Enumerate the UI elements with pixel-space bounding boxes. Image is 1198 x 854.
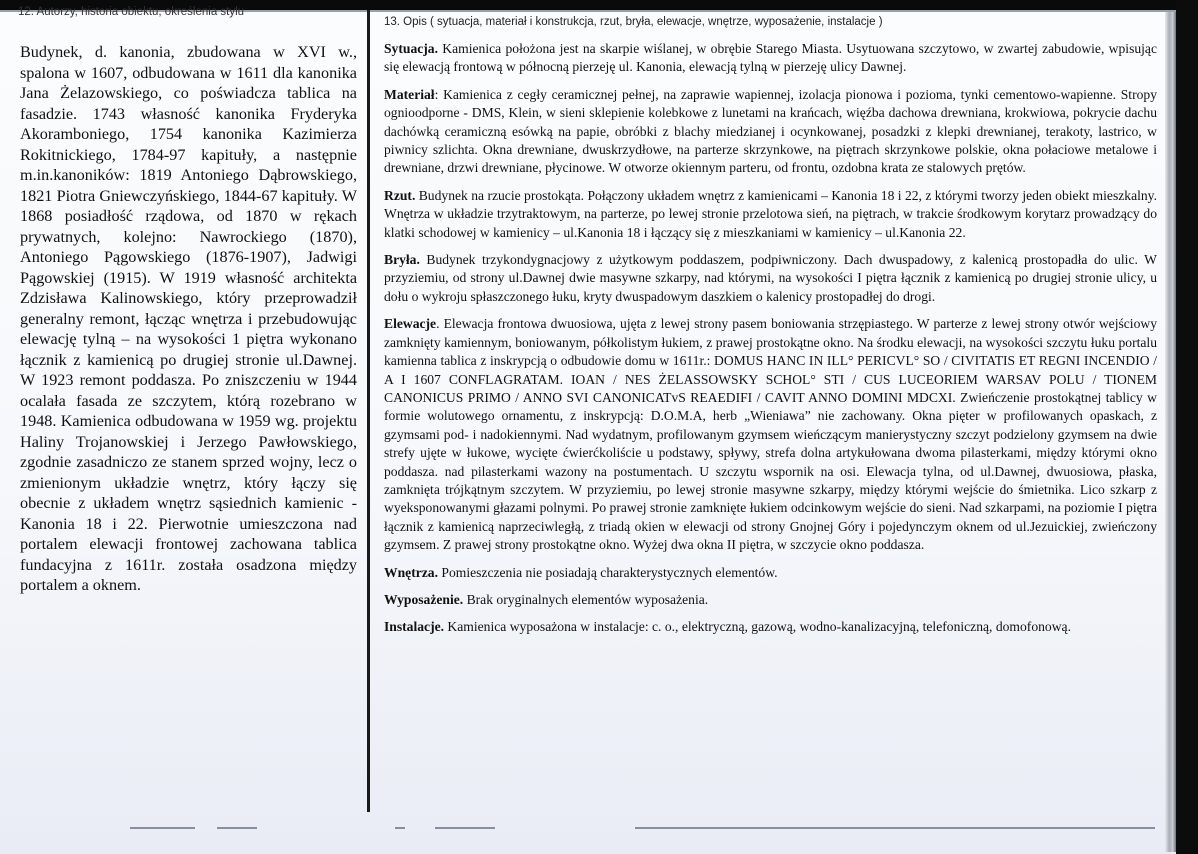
footer-rule — [635, 827, 1155, 829]
section-label: Materiał — [384, 86, 435, 102]
section-label: Instalacje. — [384, 619, 445, 635]
history-column — [20, 42, 357, 596]
section-text: Brak oryginalnych elementów wyposażenia. — [463, 591, 709, 607]
section-text: . Elewacja frontowa dwuosiowa, ujęta z lewej strony pasem boniowania strzępiastego. W parterze z lewej strony otwór wejściowy zamknięty kamiennym, boniowanym, półkolistym łukiem, z prawej prostokątne okno. Na środku elewacji, na wysokości szczytu łuku portalu kamienna tablica z inskrypcją o odbudowie domu w 1611r.: DOMUS HANC IN ILL° PERICVL° SO / CIVITATIS ET REGNI INCENDIO / A I 1607 CONFLAGRATAM. IOAN / NES ŻELASSOWSKY SCHOL° STI / CUS LUCEORIEM WARSAV POLU / TIONEM CANONICUS PRIMO / ANNO SVI CANONICATvS REAEDIFI / CAVIT ANNO DOMINI MDCXI. Zwieńczenie prostokątnej tablicy w formie wolutowego ornamentu, z inskrypcją: D.O.M.A, herb „Wieniawa” nie zachowany. Okna pięter w profilowanych opaskach, z gzymsami pod- i nadokiennymi. Nad wydatnym, profilowanym gzymsem wieńczącym manierystyczny szczyt podzielony gzymsem na dwie strefy ujęte w łukowe, wycięte ćwierćkoliście u podstawy, spływy, strefa dolna artykułowana dwoma pilasterkami, między którymi okno poddasza. nad pilasterkami wazony na postumentach. U szczytu wspornik na osi. Elewacja tylna, od ul.Dawnej, dwuosiowa, płaska, zamknięta trójkątnym szczytem. W przyziemiu, po lewej stronie masywne szkarpy, między którymi wejście do śmietnika. Lico szkarp z wyeksponowanymi głazami polnymi. Po prawej stronie zamknięte łukiem odcinkowym wejście do sieni. Nad szkarpami, na poziomie I piętra łącznik z kamienicą naprzeciwległą, z triadą okien w elewacji od strony Gnojnej Góry i pojedynczym oknem od ul.Jezuickiej, zwieńczony gzymsem. Z prawej strony prostokątne okno. Wyżej dwa okna II piętra, w szczycie okno poddasza. — [384, 316, 1157, 553]
section-material — [384, 86, 1157, 178]
page-edge — [1165, 12, 1176, 852]
section-13-header: 13. Opis ( sytuacja, materiał i konstrukcja, rzut, bryła, elewacje, wnętrze, wyposażenie, instalacje ) — [384, 16, 883, 28]
section-sytuacja — [384, 40, 1157, 77]
footer-rule — [217, 827, 257, 829]
section-text: Kamienica wyposażona w instalacje: c. o., elektryczną, gazową, wodno-kanalizacyjną, telefoniczną, domofonową. — [444, 619, 1071, 635]
section-wyposazenie — [384, 591, 1157, 609]
section-wnetrza — [384, 564, 1157, 582]
history-text: Budynek, d. kanonia, zbudowana w XVI w., spalona w 1607, odbudowana w 1611 dla kanonika Jana Żelazowskiego, co poświadcza tablica na fasadzie. 1743 własność kanonika Fryderyka Akoramboniego, 1754 kanonika Kazimierza Rokitnickiego, 1784-97 kapituły, a następnie m.in.kanoników: 1819 Antoniego Dąbrowskiego, 1821 Piotra Gniewczyńskiego, 1844-67 kapituły. W 1868 posiadłość rządowa, od 1870 w rękach prywatnych, kolejno: Nawrockiego (1870), Antoniego Pągowskiego (1876-1907), Jadwigi Pągowskiej (1915). W 1919 własność architekta Zdzisława Kalinowskiego, który przeprowadził generalny remont, łącząc wnętrza i przebudowując elewację tylną – na wysokości 1 piętra wykonano łącznik z kamienicą po drugiej stronie ul.Dawnej. W 1923 remont poddasza. Po zniszczeniu w 1944 ocalała fasada ze szczytem, którą rozebrano w 1948. Kamienica odbudowana w 1959 wg. projektu Haliny Trojanowskiej i Jerzego Pawłowskiego, zgodnie zasadniczo ze stanem sprzed wojny, lecz o zmienionym układzie wnętrz, który łączy się obecnie z układem wnętrz sąsiednich kamienic - Kanonia 18 i 22. Pierwotnie umieszczona nad portalem elewacji frontowej zachowana tablica fundacyjna z 1611r. została osadzona między portalem a oknem. — [20, 43, 357, 594]
section-label: Sytuacja. — [384, 41, 438, 56]
scanner-background — [1176, 0, 1198, 852]
footer-rule — [395, 827, 405, 829]
section-text: Budynek na rzucie prostokąta. Połączony układem wnętrz z kamienicami – Kanonia 18 i 22, z którymi tworzy jeden obiekt mieszkalny. Wnętrza w układzie trzytraktowym, na parterze, po lewej stronie przelotowa sień, na piętrach, w trakcie środkowym korytarz prowadzący do klatki schodowej w kamienicy – ul.Kanonia 18 i łączący się z mieszkaniami w kamienicy – ul.Kanonia 22. — [384, 187, 1157, 240]
section-label: Rzut. — [384, 187, 416, 203]
section-12-header: 12. Autorzy, historia obiektu, określenia stylu — [18, 6, 245, 18]
column-divider — [367, 10, 370, 812]
section-bryla — [384, 251, 1157, 306]
section-text: Pomieszczenia nie posiadają charakterystycznych elementów. — [437, 564, 778, 580]
section-elewacje — [384, 315, 1157, 554]
section-text: Kamienica położona jest na skarpie wiślanej, w obrębie Starego Miasta. Usytuowana szczytowo, w zwartej zabudowie, wpisując się elewacją frontową w północną pierzeję ul. Kanonia, elewacją tylną w pierzeję ulicy Dawnej. — [384, 41, 1157, 75]
section-label: Wyposażenie. — [384, 591, 464, 607]
section-label: Bryła. — [384, 252, 420, 268]
section-label: Wnętrza. — [384, 564, 438, 580]
footer-rule — [435, 827, 495, 829]
description-column — [384, 40, 1157, 646]
section-label: Elewacje — [384, 316, 437, 332]
section-text: : Kamienica z cegły ceramicznej pełnej, na zaprawie wapiennej, izolacja pionowa i pozioma, tynki cementowo-wapienne. Stropy ognioodporne - DMS, Klein, w sieni sklepienie kolebkowe z lunetami na krańcach, więźba dachowa drewniana, krokwiowa, pokrycie dachu dachówką ceramiczną esówką na papie, obróbki z blachy miedzianej i ocynkowanej, posadzki z klepki drewnianej, terakoty, lastrico, w piwnicy szlichta. Okna drewniane, dwuskrzydłowe, na parterze skrzynkowe, na piętrach skrzynkowe polskie, okna połaciowe metalowe i drewniane, drzwi drewniane, płycinowe. W otworze okiennym parteru, od frontu, ozdobna krata ze stalowych prętów. — [384, 86, 1157, 176]
section-rzut — [384, 187, 1157, 242]
footer-rule — [130, 827, 195, 829]
section-text: Budynek trzykondygnacjowy z użytkowym poddaszem, podpiwniczony. Dach dwuspadowy, z kalenicą prostopadła do ulic. W przyziemiu, od strony ul.Dawnej dwie masywne szkarpy, nad którymi, na wysokości I piętra łącznik z kamienicą po drugiej stronie ulicy, u dołu o wykroju spłaszczonego łuku, kryty dwuspadowym daszkiem o kalenicy prostopadłej do drogi. — [384, 252, 1157, 304]
section-instalacje — [384, 618, 1157, 636]
